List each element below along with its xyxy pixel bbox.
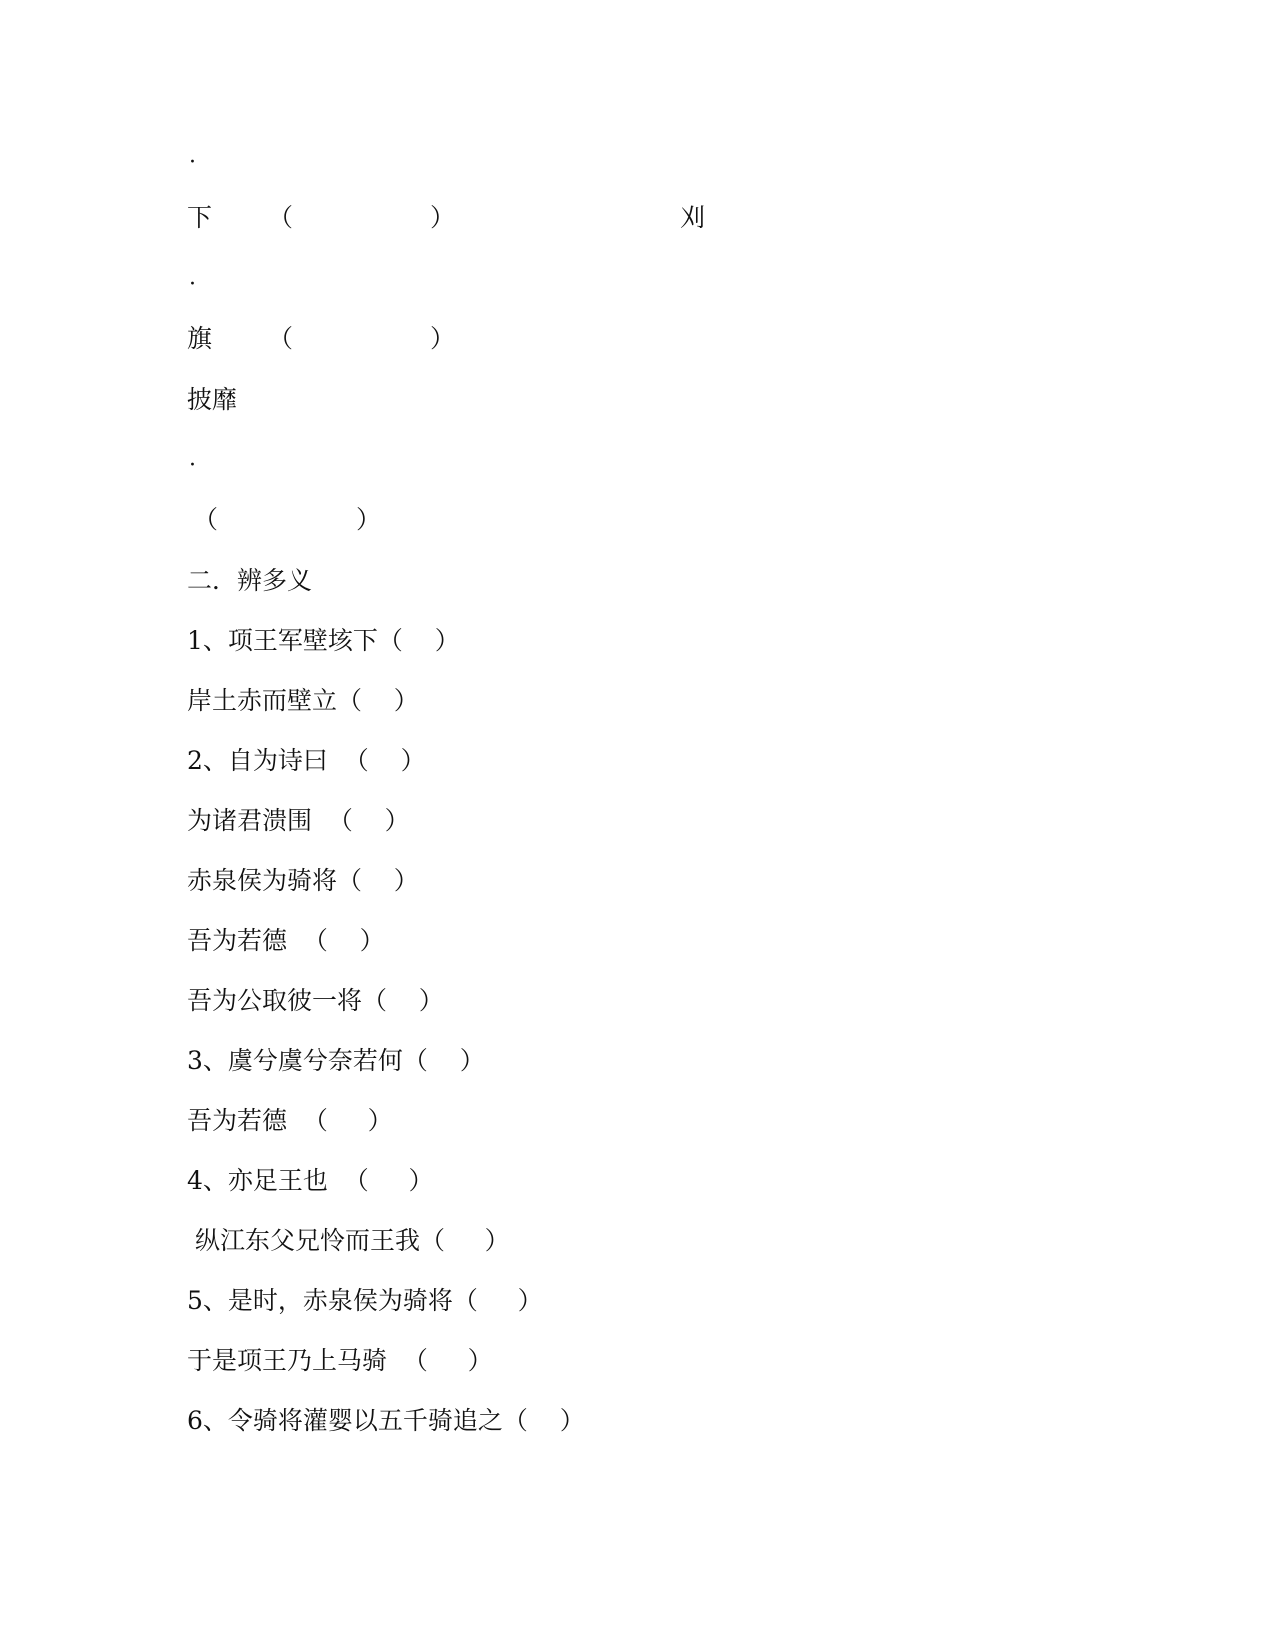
vocab-char: 下	[187, 203, 213, 232]
question-line: 赤泉侯为骑将（ ）	[187, 866, 419, 895]
close-paren: ）	[430, 203, 456, 232]
question-line: 3、虞兮虞兮奈若何（ ）	[187, 1046, 485, 1075]
vocab-char-extra: 刈	[680, 203, 706, 232]
emphasis-dot: ·	[189, 453, 196, 478]
emphasis-dot: ·	[189, 272, 196, 297]
close-paren: ）	[356, 505, 382, 534]
question-line: 6、令骑将灌婴以五千骑追之（ ）	[187, 1406, 585, 1435]
vocab-char: 旗	[187, 324, 213, 353]
question-line: 吾为公取彼一将（ ）	[187, 986, 444, 1015]
question-line: 1、项王军壁垓下（ ）	[187, 626, 460, 655]
open-paren: （	[268, 324, 294, 353]
question-line: 4、亦足王也 （ ）	[187, 1166, 434, 1195]
question-line: 吾为若德 （ ）	[187, 1106, 393, 1135]
close-paren: ）	[430, 324, 456, 353]
question-line: 纵江东父兄怜而王我（ ）	[187, 1226, 510, 1255]
question-line: 5、是时，赤泉侯为骑将（ ）	[187, 1286, 543, 1315]
vocab-word: 披靡	[187, 385, 238, 414]
question-line: 2、自为诗曰 （ ）	[187, 746, 426, 775]
open-paren: （	[268, 203, 294, 232]
open-paren: （	[193, 505, 219, 534]
emphasis-dot: ·	[189, 150, 196, 175]
question-line: 吾为若德 （ ）	[187, 926, 385, 955]
question-line: 岸土赤而壁立（ ）	[187, 686, 419, 715]
section-title: 二．辨多义	[187, 566, 313, 595]
question-line: 为诸君溃围 （ ）	[187, 806, 410, 835]
question-line: 于是项王乃上马骑 （ ）	[187, 1346, 493, 1375]
